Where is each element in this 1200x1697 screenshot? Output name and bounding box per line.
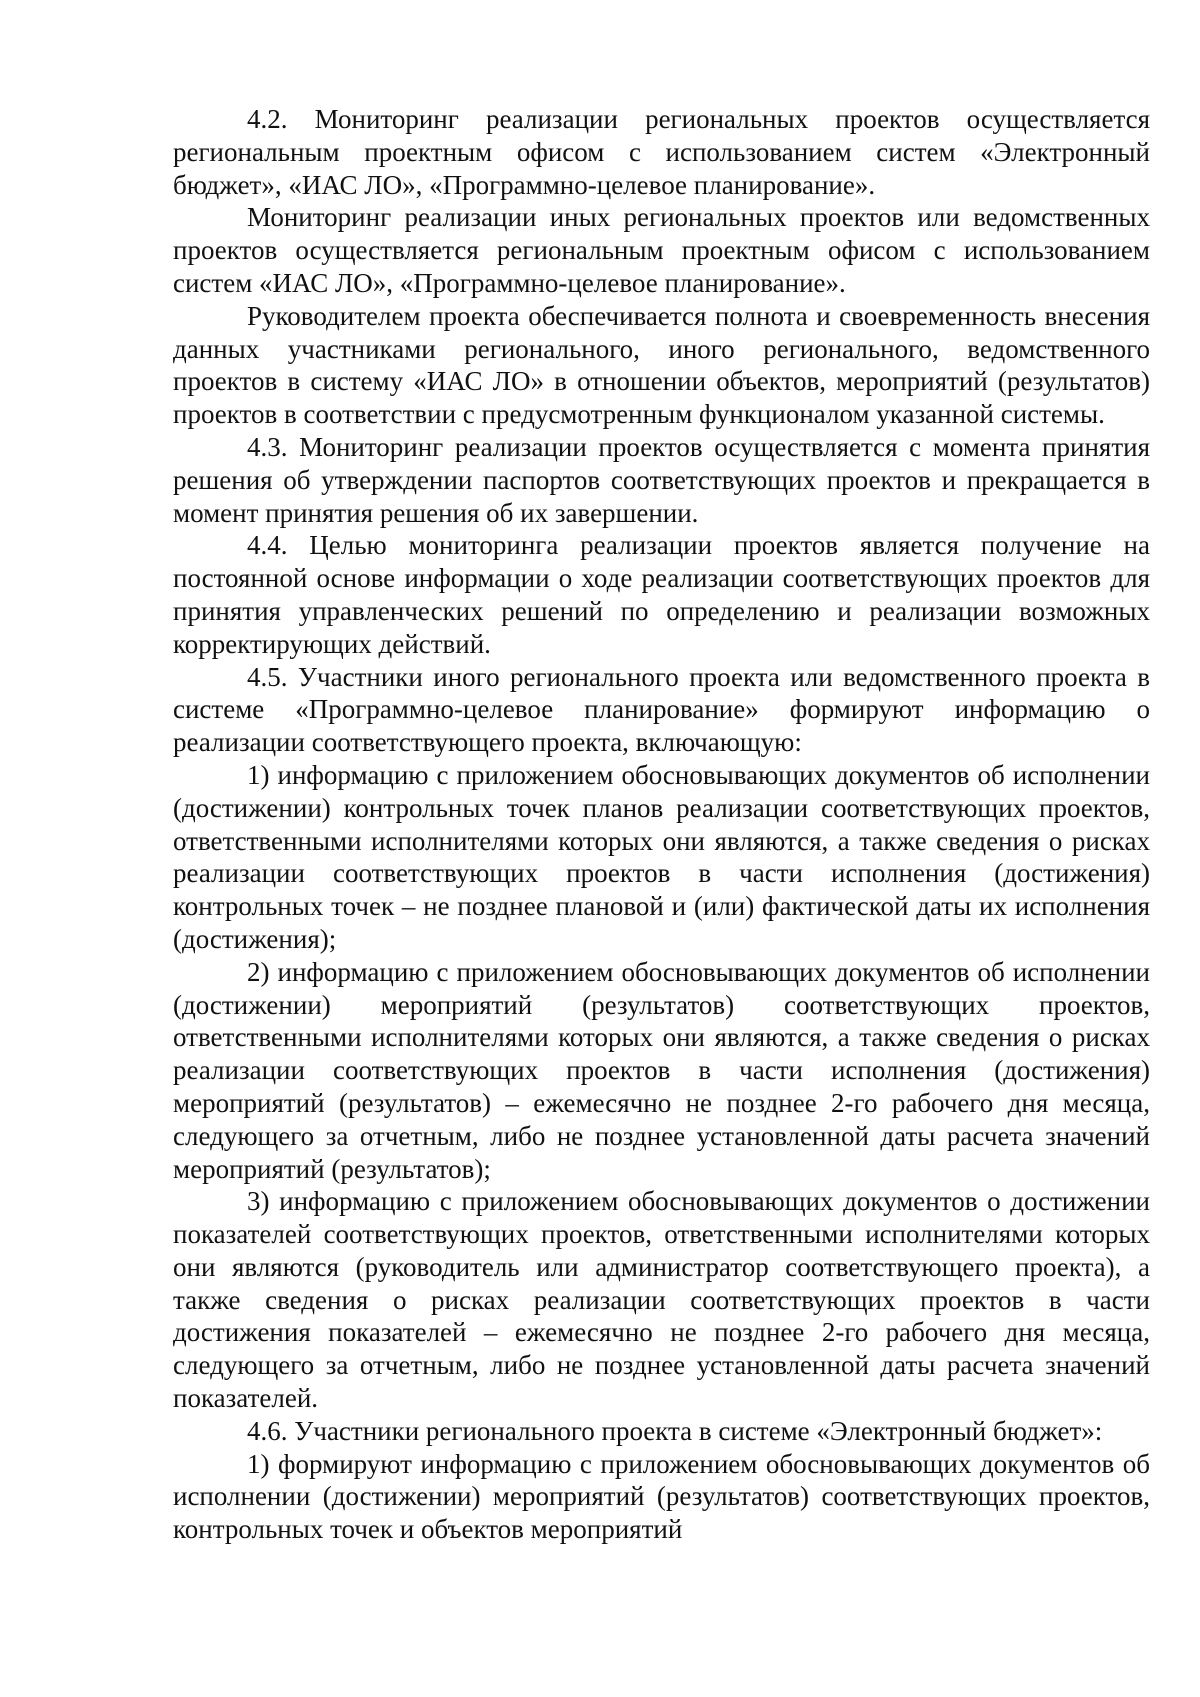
list-item-4-5-2: 2) информацию с приложением обосновывающих документов об исполнении (достижении) мероприятий (результатов) соответствующих проектов, ответственными исполнителями которых они являются, а также сведения о рисках реализации соответствующих проектов в части исполнения (достижения) мероприятий (результатов) – ежемесячно не позднее 2-го рабочего дня месяца, следующего за отчетным, либо не позднее установленной даты расчета значений мероприятий (результатов); <box>173 956 1150 1184</box>
paragraph-4-5: 4.5. Участники иного регионального проекта или ведомственного проекта в системе «Программно-целевое планирование» формируют информацию о реализации соответствующего проекта, включающую: <box>173 661 1150 758</box>
paragraph-monitoring-other-projects: Мониторинг реализации иных региональных проектов или ведомственных проектов осуществляется региональным проектным офисом с использованием систем «ИАС ЛО», «Программно-целевое планирование». <box>173 202 1150 298</box>
list-item-4-6-1: 1) формируют информацию с приложением обосновывающих документов об исполнении (достижении) мероприятий (результатов) соответствующих проектов, контрольных точек и объектов мероприятий <box>173 1448 1150 1545</box>
list-item-4-5-1: 1) информацию с приложением обосновывающих документов об исполнении (достижении) контрольных точек планов реализации соответствующих проектов, ответственными исполнителями которых они являются, а также сведения о рисках реализации соответствующих проектов в части исполнения (достижения) контрольных точек – не позднее плановой и (или) фактической даты их исполнения (достижения); <box>173 759 1150 954</box>
paragraph-4-4: 4.4. Целью мониторинга реализации проектов является получение на постоянной основе информации о ходе реализации соответствующих проектов для принятия управленческих решений по определению и реализации возможных корректирующих действий. <box>173 530 1150 659</box>
document-page <box>173 103 1150 1546</box>
paragraph-4-2: 4.2. Мониторинг реализации региональных проектов осуществляется региональным проектным офисом с использованием систем «Электронный бюджет», «ИАС ЛО», «Программно-целевое планирование». <box>173 104 1150 200</box>
paragraph-4-6: 4.6. Участники регионального проекта в системе «Электронный бюджет»: <box>247 1415 1103 1446</box>
list-item-4-5-3: 3) информацию с приложением обосновывающих документов о достижении показателей соответствующих проектов, ответственными исполнителями которых они являются (руководитель или администратор соответствующего проекта), а также сведения о рисках реализации соответствующих проектов в части достижения показателей – ежемесячно не позднее 2-го рабочего дня месяца, следующего за отчетным, либо не позднее установленной даты расчета значений показателей. <box>173 1186 1150 1414</box>
paragraph-4-3: 4.3. Мониторинг реализации проектов осуществляется с момента принятия решения об утверждении паспортов соответствующих проектов и прекращается в момент принятия решения об их завершении. <box>173 431 1150 528</box>
paragraph-project-head-duties: Руководителем проекта обеспечивается полнота и своевременность внесения данных участниками регионального, иного регионального, ведомственного проектов в систему «ИАС ЛО» в отношении объектов, мероприятий (результатов) проектов в соответствии с предусмотренным функционалом указанной системы. <box>173 300 1150 430</box>
